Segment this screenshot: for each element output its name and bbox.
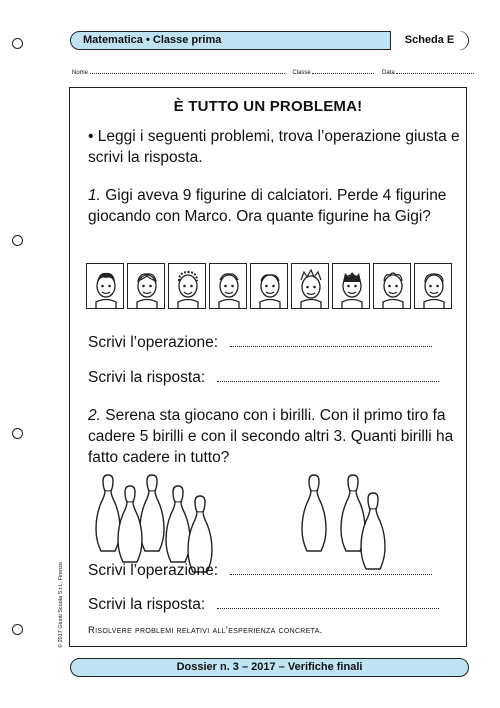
binder-hole-lower bbox=[12, 428, 23, 439]
problem-1-number: 1. bbox=[88, 187, 101, 204]
problem-1-body: Gigi aveva 9 figurine di calciatori. Perde 4 figurine giocando con Marco. Ora quante figurine ha Gigi? bbox=[88, 187, 447, 225]
field-nome-line[interactable] bbox=[90, 68, 285, 74]
field-data-label: Data bbox=[382, 70, 395, 76]
answer-label: Scrivi la risposta: bbox=[88, 369, 206, 386]
operation-label: Scrivi l’operazione: bbox=[88, 562, 219, 579]
right-pins-group bbox=[302, 475, 385, 569]
header-scheda: Scheda E bbox=[390, 31, 468, 50]
student-fields bbox=[72, 68, 472, 76]
header-subject: Matematica • Classe prima bbox=[83, 34, 222, 46]
problem-2-number: 2. bbox=[88, 407, 101, 424]
copyright-note: © 2017 Giunti Scuola S.r.l., Firenze bbox=[58, 562, 64, 648]
footer-bar: Dossier n. 3 – 2017 – Verifiche finali bbox=[70, 658, 469, 677]
binder-hole-upper bbox=[12, 235, 23, 246]
answer-line[interactable] bbox=[217, 596, 439, 609]
problem-2-answer bbox=[88, 596, 439, 614]
header-bar bbox=[70, 31, 469, 50]
field-data-line[interactable] bbox=[396, 68, 474, 74]
instructions-text: • Leggi i seguenti problemi, trova l’operazione giusta e scrivi la risposta. bbox=[88, 128, 460, 166]
answer-label: Scrivi la risposta: bbox=[88, 596, 206, 613]
problem-2-body: Serena sta giocano con i birilli. Con il primo tiro fa cadere 5 birilli e con il secondo altri 3. Quanti birilli ha fatto cadere in tutto? bbox=[88, 407, 454, 466]
field-nome-label: Nome bbox=[72, 70, 89, 76]
worksheet-title: È TUTTO UN PROBLEMA! bbox=[173, 98, 363, 115]
binder-hole-bottom bbox=[12, 624, 23, 635]
binder-hole-top bbox=[12, 38, 23, 49]
learning-objective: Risolvere problemi relativi all’esperienza concreta. bbox=[88, 625, 323, 636]
left-pins-group bbox=[96, 475, 212, 572]
operation-answer-line[interactable] bbox=[230, 562, 432, 575]
field-classe-label: Classe bbox=[292, 70, 311, 76]
problem-2-operation bbox=[88, 562, 432, 580]
operation-label: Scrivi l’operazione: bbox=[88, 334, 219, 351]
field-classe-line[interactable] bbox=[312, 68, 374, 74]
worksheet-card bbox=[69, 87, 467, 647]
